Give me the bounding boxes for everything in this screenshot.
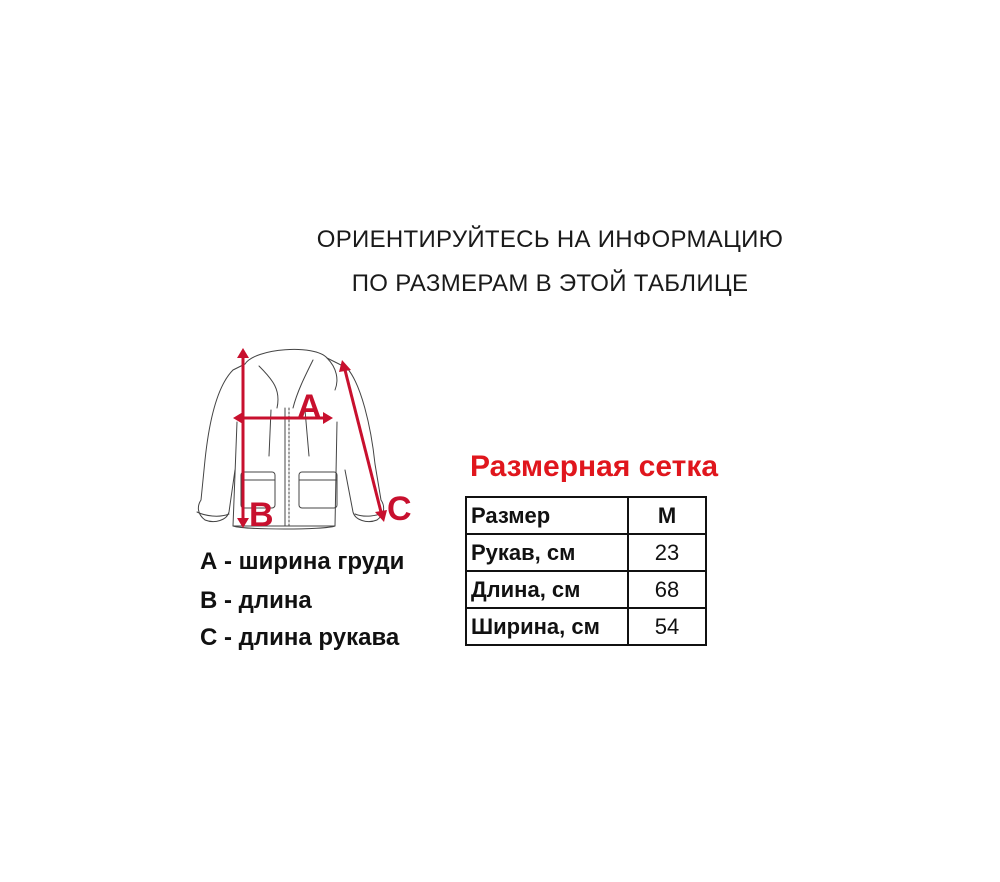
row-label: Ширина, см: [466, 608, 628, 645]
legend-item-a: А - ширина груди: [200, 548, 405, 575]
table-row: [466, 534, 706, 571]
header-size: M: [628, 497, 706, 534]
row-value: 68: [628, 571, 706, 608]
heading-line-1: ОРИЕНТИРУЙТЕСЬ НА ИНФОРМАЦИЮ: [316, 226, 784, 253]
size-table: [465, 496, 707, 646]
table-header-row: [466, 497, 706, 534]
table-row: [466, 608, 706, 645]
legend-item-b: В - длина: [200, 587, 312, 614]
legend-item-c: С - длина рукава: [200, 624, 400, 651]
row-value: 54: [628, 608, 706, 645]
row-value: 23: [628, 534, 706, 571]
label-c: C: [387, 490, 412, 528]
label-b: B: [249, 496, 274, 534]
size-chart-title: Размерная сетка: [470, 450, 719, 483]
jacket-sketch-icon: [175, 330, 435, 540]
header-label: Размер: [466, 497, 628, 534]
label-a: A: [297, 388, 322, 426]
heading-line-2: ПО РАЗМЕРАМ В ЭТОЙ ТАБЛИЦЕ: [351, 270, 749, 297]
table-row: [466, 571, 706, 608]
row-label: Рукав, см: [466, 534, 628, 571]
jacket-outline: [197, 349, 385, 529]
row-label: Длина, см: [466, 571, 628, 608]
arrow-c: [345, 370, 381, 512]
